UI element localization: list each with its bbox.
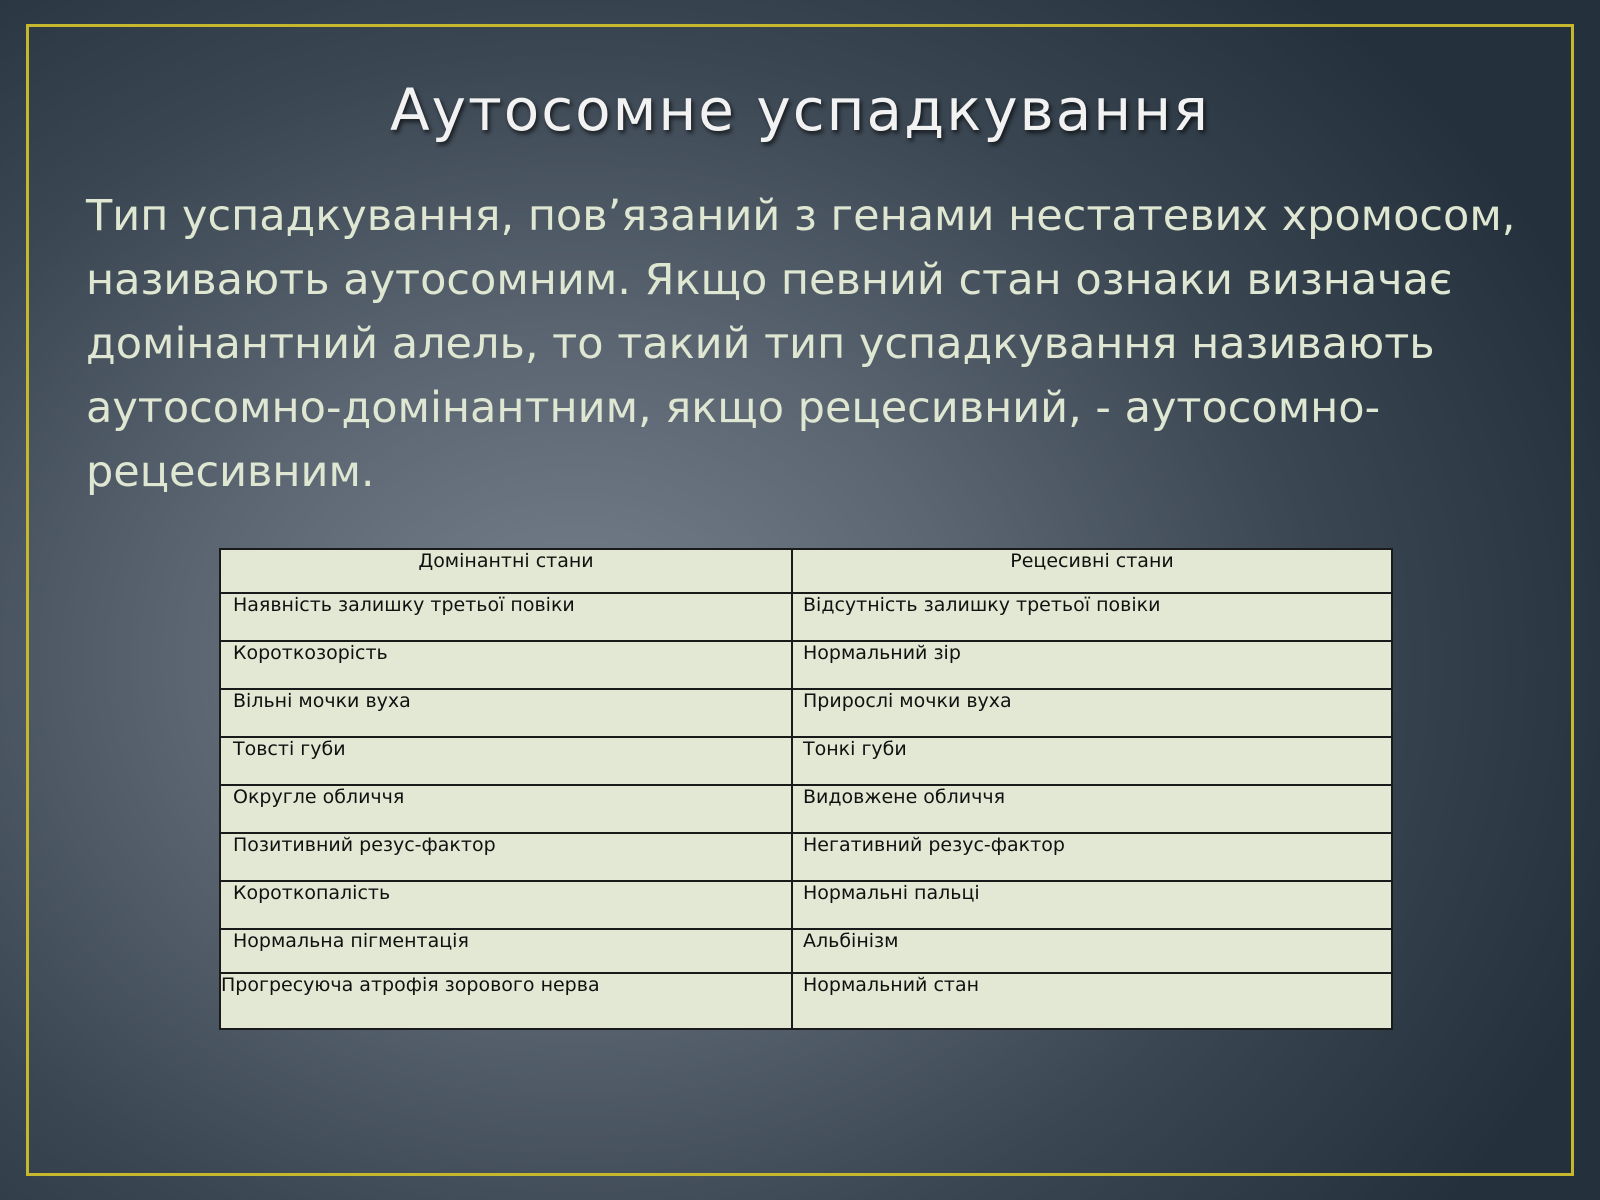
- recessive-cell: Нормальний стан: [792, 973, 1392, 1029]
- recessive-cell: Прирослі мочки вуха: [792, 689, 1392, 737]
- table-row: [220, 641, 1392, 689]
- recessive-cell: Нормальний зір: [792, 641, 1392, 689]
- recessive-cell: Нормальні пальці: [792, 881, 1392, 929]
- table-header-row: [220, 549, 1392, 593]
- slide-title: Аутосомне успадкування: [389, 76, 1211, 144]
- table-row: [220, 737, 1392, 785]
- dominant-cell: Нормальна пігментація: [220, 929, 792, 973]
- dominant-cell: Короткопалість: [220, 881, 792, 929]
- dominant-cell: Наявність залишку третьої повіки: [220, 593, 792, 641]
- table-row: [220, 929, 1392, 973]
- dominant-cell: Позитивний резус-фактор: [220, 833, 792, 881]
- recessive-cell: Видовжене обличчя: [792, 785, 1392, 833]
- dominant-cell: Товсті губи: [220, 737, 792, 785]
- slide-body-text: Тип успадкування, пов’язаний з генами нестатевих хромосом, називають аутосомним. Якщо певний стан ознаки визначає домінантний алель, то такий тип успадкування називають аутосомно-домінантним, якщо рецесивний, - аутосомно-рецесивним.: [86, 191, 1516, 497]
- table-row: [220, 689, 1392, 737]
- table-row: [220, 833, 1392, 881]
- table-row: [220, 881, 1392, 929]
- dominant-cell: Короткозорість: [220, 641, 792, 689]
- recessive-cell: Негативний резус-фактор: [792, 833, 1392, 881]
- recessive-cell: Тонкі губи: [792, 737, 1392, 785]
- recessive-cell: Відсутність залишку третьої повіки: [792, 593, 1392, 641]
- header-recessive: Рецесивні стани: [792, 549, 1392, 593]
- table-row: [220, 973, 1392, 1029]
- table-row: [220, 785, 1392, 833]
- traits-table: [219, 548, 1393, 1030]
- dominant-cell: Вільні мочки вуха: [220, 689, 792, 737]
- dominant-cell: Прогресуюча атрофія зорового нерва: [220, 973, 792, 1029]
- table-row: [220, 593, 1392, 641]
- header-dominant: Домінантні стани: [220, 549, 792, 593]
- dominant-cell: Округле обличчя: [220, 785, 792, 833]
- recessive-cell: Альбінізм: [792, 929, 1392, 973]
